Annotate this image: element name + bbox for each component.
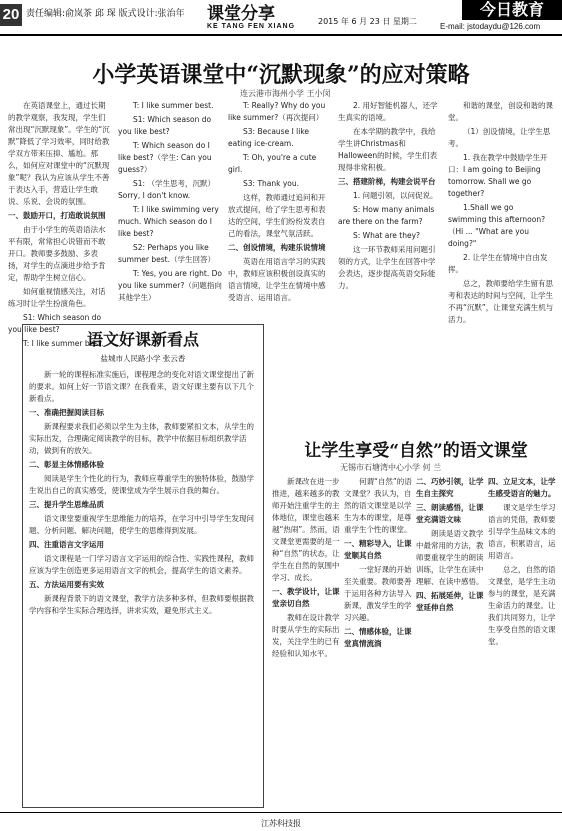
paragraph: 二、创设情境，构建乐说情境	[228, 243, 326, 252]
paragraph: 一、精彩导入，让课堂顺其自然	[344, 539, 412, 560]
paragraph: T: Yes, you are right. Do you like summer?（问题指向其他学生）	[118, 269, 222, 302]
paragraph: 三、提升学生思维品质	[29, 500, 104, 509]
article-byline: 无锡市石塘湾中心小学 何 兰	[340, 463, 442, 472]
paragraph: 这一环节教师采用问题引领的方式，让学生在回答中学会表达，逐步提高英语交际能力。	[338, 245, 436, 290]
paragraph: S3: Thank you.	[243, 179, 300, 188]
article-box	[22, 324, 264, 808]
paragraph: S: How many animals are there on the farm?	[338, 205, 435, 226]
paragraph: 英语在用语言学习的实践中，教师应该积极创设真实的语言情境，让学生在情境中感受语言、运用语言。	[228, 257, 326, 302]
paragraph: T: I like swimming very much. Which season do I like best?	[118, 205, 219, 238]
paragraph: 总之，教师要给学生留有思考和表达的时间与空间，让学生不再“沉默”，让课堂充满生机与活力。	[448, 279, 554, 324]
paragraph: 四、注重语言文字运用	[29, 540, 104, 549]
paragraph: T: I like summer best.	[133, 101, 214, 110]
article-column	[272, 476, 340, 806]
paragraph: 语文课堂要重视学生思维能力的培养，在学习中引导学生发现问题、分析问题、解决问题，使学生的思维得到发展。	[29, 514, 254, 535]
paragraph: S1: Which season do you like best?	[118, 115, 212, 136]
paragraph: 四、拓展延伸，让课堂延伸自然	[416, 591, 484, 612]
paragraph: 新课程要求我们必须以学生为主体，教师要紧扣文本，从学生的实际出发，合理确定阅读教学的目标，教学中依据目标组织教学活动，做到有的放矢。	[29, 422, 254, 455]
paragraph: （1）创设情境，让学生思考。	[448, 127, 551, 148]
article-byline: 盐城市人民路小学 张云香	[100, 354, 186, 363]
footer-text: 江苏科技报	[261, 819, 301, 828]
paragraph: 这样，教师通过追问和开放式提问，给了学生思考和表达的空间，学生们纷纷发表自己的看法，课堂气氛活跃。	[228, 193, 326, 238]
paragraph: 三、搭建阶梯，构建会说平台	[338, 177, 436, 186]
article-column	[8, 100, 112, 348]
paragraph: 一、鼓励开口，打造敢说氛围	[8, 211, 106, 220]
article-title: 语文好课新看点	[86, 330, 199, 349]
article-column	[344, 476, 412, 806]
issue-date: 2015 年 6 月 23 日 星期二	[318, 17, 417, 26]
header-rule	[0, 34, 562, 36]
paragraph: 1. 我在教学中鼓励学生开口：I am going to Beijing tomorrow. Shall we go together?	[448, 153, 548, 198]
paragraph: S3: Because I like eating ice-cream.	[228, 127, 310, 148]
paragraph: 新一轮的课程标准实施后，课程理念的变化对语文课堂提出了新的要求。如何上好一节语文课？在我看来，语文好课主要有以下几个新看点。	[29, 370, 254, 403]
paragraph: 新课程背景下的语文课堂，教学方法多种多样，但教师要根据教学内容和学生实际合理选择，讲求实效，避免形式主义。	[29, 594, 254, 615]
paragraph: 阅读是学生个性化的行为，教师应尊重学生的独特体验，鼓励学生说出自己的真实感受，使课堂成为学生展示自我的舞台。	[29, 474, 254, 495]
paragraph: 在本学期的教学中，我给学生讲Christmas和Halloween的时候，学生们表现得非常积极。	[338, 127, 438, 172]
paragraph: 由于小学生的英语语法水平有限，常常担心说错而不敢开口。教师要多鼓励、多表扬，对学生的点滴进步给予肯定，帮助学生树立信心。	[8, 225, 106, 282]
paragraph: T: Oh, you're a cute girl.	[228, 153, 317, 174]
paragraph: 教师在设计教学时要从学生的实际出发，关注学生的已有经验和认知水平。	[272, 613, 340, 658]
paragraph: 1. 问题引领，以问促说。	[353, 191, 438, 200]
page-header	[0, 0, 562, 34]
paragraph: 2. 用好智能机器人，还学生真实的语境。	[338, 101, 438, 122]
contact-email: E-mail: jstodaydu@126.com	[440, 22, 541, 31]
paragraph: 一堂好课的开始至关重要。教师要善于运用各种方法导入新课，激发学生的学习兴趣。	[344, 565, 412, 622]
channel-name: 课堂分享	[207, 4, 275, 24]
paragraph: S2: Perhaps you like summer best.（学生回答）	[118, 243, 215, 264]
article-column	[416, 476, 484, 806]
channel-title	[207, 6, 297, 32]
footer-rule	[0, 812, 562, 813]
article-column	[488, 476, 556, 806]
paragraph: 在英语课堂上，通过长期的教学观察，我发现，学生们常出现“沉默现象”。学生的“沉默”降低了学习效率，同时给教学双方带来压抑、尴尬。那么，如何应对课堂中的“沉默现象”呢？我认为应该从学生不善于表达入手，营造让学生敢说、乐说、会说的氛围。	[8, 101, 110, 206]
paragraph: S1: Which season do you like best?	[8, 313, 102, 334]
paragraph: 新课改在进一步推进，越来越多的教师开始注重学生的主体地位，课堂也越来越“热闹”。然而，语文课堂更需要的是一种“自然”的状态，让学生在自然的氛围中学习、成长。	[272, 477, 340, 582]
article-byline: 连云港市海州小学 王小闵	[240, 89, 331, 98]
paragraph: 二、情感体验，让课堂真情流淌	[344, 627, 412, 648]
editor-info: 责任编辑:俞岚茶 邱 琛 版式设计:张治年	[26, 9, 185, 19]
article-title: 小学英语课堂中“沉默现象”的应对策略	[92, 62, 470, 88]
channel-pinyin: KE TANG FEN XIANG	[207, 23, 296, 30]
article-title: 让学生享受“自然”的语文课堂	[304, 441, 528, 461]
paragraph: T: Which season do I like best?（学生: Can you guess?）	[118, 141, 212, 174]
article-column	[118, 100, 222, 320]
paragraph: 课文是学生学习语言的凭借，教师要引导学生品味文本的语言，积累语言，运用语言。	[488, 503, 556, 560]
paragraph: S: What are they?	[353, 231, 421, 240]
paragraph: 二、巧妙引领，让学生自主探究	[416, 477, 484, 498]
article-body	[29, 369, 257, 801]
paragraph: 2. 让学生在情境中自由发挥。	[448, 253, 548, 274]
paragraph: 总之，自然的语文课堂，是学生主动参与的课堂，是充满生命活力的课堂。让我们共同努力，让学生享受自然的语文课堂。	[488, 565, 556, 646]
newspaper-logo: 今日教育	[462, 0, 562, 20]
page-number: 20	[0, 4, 22, 26]
paragraph: 1.Shall we go swimming this afternoon? （Hi ... "What are you doing?"	[448, 203, 546, 248]
paragraph: T: I like summer best.	[23, 339, 104, 348]
paragraph: 一、教学设计，让课堂亲切自然	[272, 587, 340, 608]
paragraph: 语文课程是一门学习语言文字运用的综合性、实践性课程，教师应该为学生创造更多运用语言文字的机会，提高学生的语文素养。	[29, 554, 254, 575]
paragraph: 五、方法运用要有实效	[29, 580, 104, 589]
paragraph: 二、彰显主体情感体验	[29, 460, 104, 469]
paragraph: 三、朗读感悟，让课堂充满语文味	[416, 503, 484, 524]
paragraph: 朗读是语文教学中最常用的方法，教师要重视学生的朗读训练，让学生在读中理解、在读中感悟。	[416, 529, 484, 586]
paragraph: 如何重视情感关注，对话练习时让学生扮演角色。	[8, 287, 106, 308]
article-column	[338, 100, 442, 430]
paragraph: 一、准确把握阅读目标	[29, 408, 104, 417]
paragraph: S1: （学生思考，沉默）Sorry, I don't know.	[118, 179, 215, 200]
paragraph: 四、立足文本，让学生感受语言的魅力。	[488, 477, 556, 498]
article-column	[448, 100, 554, 430]
paragraph: 和谐的课堂，创设和谐的课堂。	[448, 101, 553, 122]
paragraph: 何谓“自然”的语文课堂？我认为，自然的语文课堂是以学生为本的课堂，是尊重学生个性的课堂。	[344, 477, 412, 534]
paragraph: T: Really? Why do you like summer?（再次提问）	[228, 101, 326, 122]
